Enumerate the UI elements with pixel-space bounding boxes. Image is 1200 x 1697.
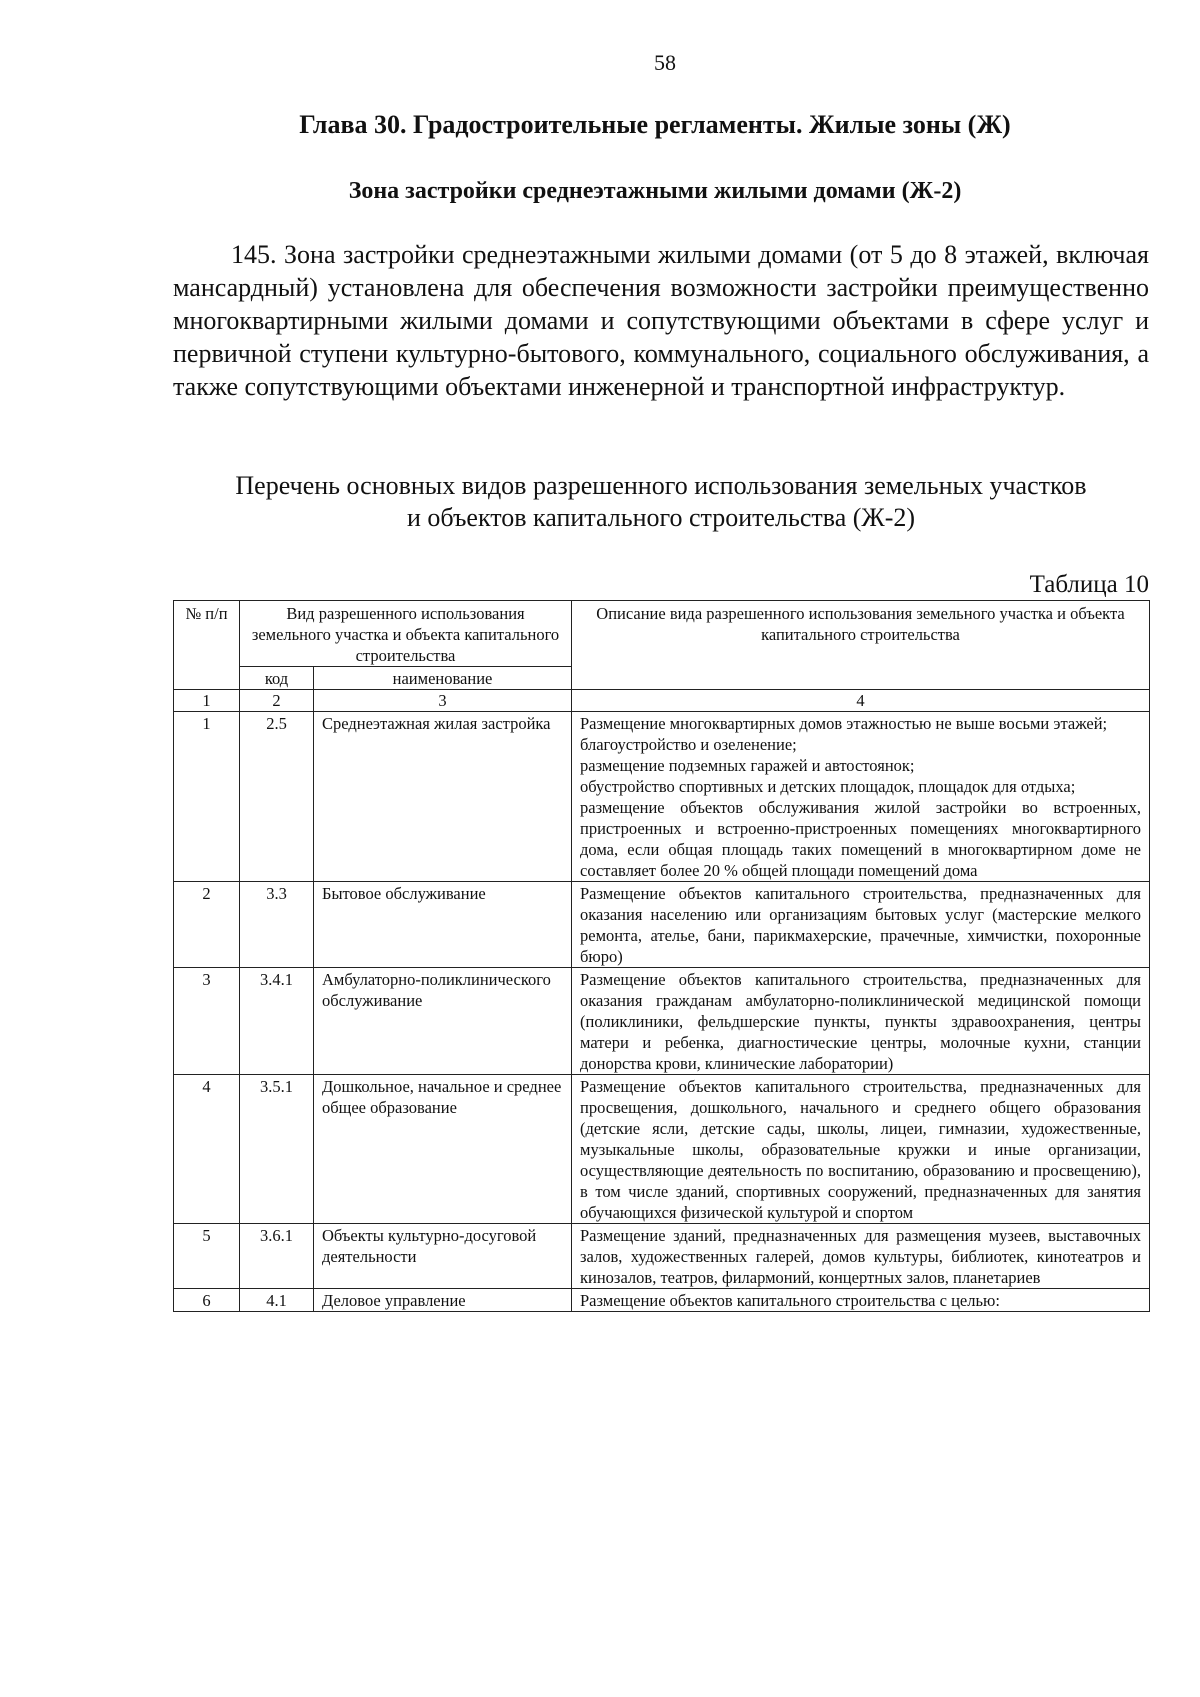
- page-number: 58: [654, 50, 676, 75]
- use-code: 3.5.1: [240, 1075, 314, 1224]
- list-title-line-1: Перечень основных видов разрешенного использования земельных участков: [235, 471, 1087, 500]
- use-code: 4.1: [240, 1289, 314, 1312]
- description-line: благоустройство и озеленение;: [580, 735, 797, 754]
- list-title: [173, 470, 1149, 534]
- description-line: обустройство спортивных и детских площадок, площадок для отдыха;: [580, 777, 1076, 796]
- use-description: [572, 882, 1150, 968]
- row-number: 5: [174, 1224, 240, 1289]
- table-header-row: [174, 601, 1150, 667]
- chapter-title: Глава 30. Градостроительные регламенты. Жилые зоны (Ж): [299, 110, 1011, 139]
- column-number: 3: [314, 690, 572, 712]
- zone-title: Зона застройки среднеэтажными жилыми домами (Ж-2): [348, 178, 962, 204]
- row-number: 1: [174, 712, 240, 882]
- use-description: [572, 1289, 1150, 1312]
- use-description: [572, 1224, 1150, 1289]
- use-name: Дошкольное, начальное и среднее общее образование: [314, 1075, 572, 1224]
- description-line: Размещение объектов капитального строительства, предназначенных для просвещения, дошкольного, начального и среднего общего образования (детские ясли, детские сады, школы, лицеи, гимназии, художественные, музыкальные школы, образовательные кружки и иные организации, осуществляющие деятельность по воспитанию, образованию и просвещению), в том числе зданий, спортивных сооружений, предназначенных для занятия обучающихся физической культурой и спортом: [580, 1077, 1141, 1222]
- row-number: 6: [174, 1289, 240, 1312]
- description-line: размещение подземных гаражей и автостоянок;: [580, 756, 915, 775]
- use-description: [572, 712, 1150, 882]
- row-number: 4: [174, 1075, 240, 1224]
- use-name: Амбулаторно-поликлинического обслуживание: [314, 968, 572, 1075]
- header-name: наименование: [314, 667, 572, 690]
- table-row: [174, 968, 1150, 1075]
- header-description: Описание вида разрешенного использования земельного участка и объекта капитального строительства: [572, 601, 1150, 690]
- use-code: 3.6.1: [240, 1224, 314, 1289]
- use-code: 2.5: [240, 712, 314, 882]
- column-number: 2: [240, 690, 314, 712]
- description-line: Размещение многоквартирных домов этажностью не выше восьми этажей;: [580, 714, 1108, 733]
- table-row: [174, 1224, 1150, 1289]
- use-description: [572, 1075, 1150, 1224]
- table-row: [174, 1075, 1150, 1224]
- use-name: Деловое управление: [314, 1289, 572, 1312]
- header-code: код: [240, 667, 314, 690]
- column-number: 4: [572, 690, 1150, 712]
- description-line: размещение объектов обслуживания жилой застройки во встроенных, пристроенных и встроенно-пристроенных помещениях многоквартирного дома, если общая площадь таких помещений в многоквартирном доме не составляет более 20 % общей площади помещений дома: [580, 798, 1141, 880]
- table-row: [174, 712, 1150, 882]
- use-name: Бытовое обслуживание: [314, 882, 572, 968]
- table-row: [174, 882, 1150, 968]
- use-code: 3.3: [240, 882, 314, 968]
- table-row: [174, 1289, 1150, 1312]
- description-line: Размещение объектов капитального строительства, предназначенных для оказания населению или организациям бытовых услуг (мастерские мелкого ремонта, ателье, бани, парикмахерские, прачечные, химчистки, похоронные бюро): [580, 884, 1141, 966]
- description-line: Размещение зданий, предназначенных для размещения музеев, выставочных залов, художественных галерей, домов культуры, библиотек, кинотеатров и кинозалов, театров, филармоний, концертных залов, планетариев: [580, 1226, 1141, 1287]
- use-name: Среднеэтажная жилая застройка: [314, 712, 572, 882]
- column-number-row: [174, 690, 1150, 712]
- use-name: Объекты культурно-досуговой деятельности: [314, 1224, 572, 1289]
- description-line: Размещение объектов капитального строительства, предназначенных для оказания гражданам амбулаторно-поликлинической медицинской помощи (поликлиники, фельдшерские пункты, пункты здравоохранения, центры матери и ребенка, диагностические центры, молочные кухни, станции донорства крови, клинические лаборатории): [580, 970, 1141, 1073]
- column-number: 1: [174, 690, 240, 712]
- description-line: Размещение объектов капитального строительства с целью:: [580, 1291, 1000, 1310]
- permitted-use-table: [173, 600, 1150, 1312]
- header-num: № п/п: [174, 601, 240, 690]
- table-caption: Таблица 10: [1029, 571, 1149, 598]
- zone-description-paragraph: 145. Зона застройки среднеэтажными жилыми домами (от 5 до 8 этажей, включая мансардный) установлена для обеспечения возможности застройки преимущественно многоквартирными жилыми домами и сопутствующими объектами в сфере услуг и первичной ступени культурно-бытового, коммунального, социального обслуживания, а также сопутствующими объектами инженерной и транспортной инфраструктур.: [173, 240, 1149, 401]
- list-title-line-2: и объектов капитального строительства (Ж-2): [406, 503, 916, 532]
- row-number: 2: [174, 882, 240, 968]
- row-number: 3: [174, 968, 240, 1075]
- use-description: [572, 968, 1150, 1075]
- header-kind: Вид разрешенного использования земельного участка и объекта капитального строительства: [240, 601, 572, 667]
- use-code: 3.4.1: [240, 968, 314, 1075]
